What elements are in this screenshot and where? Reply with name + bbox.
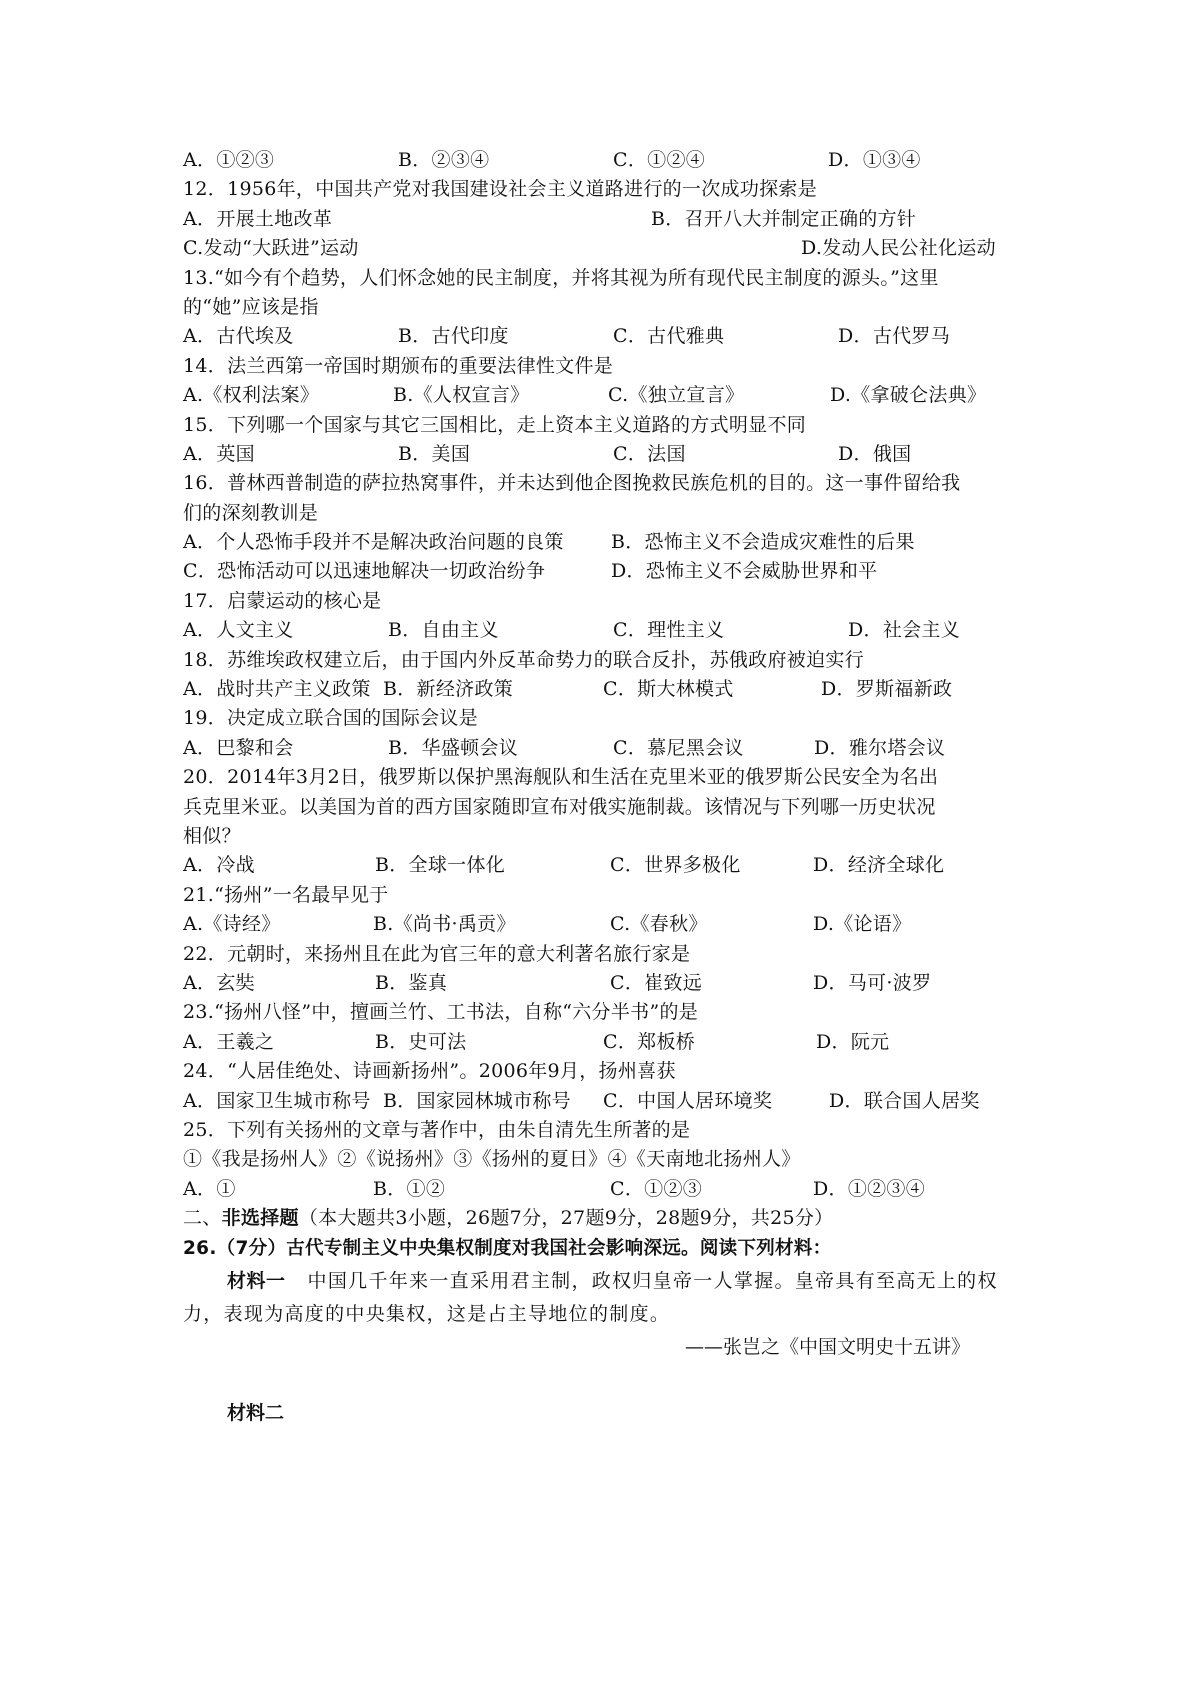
q24-option-a: A．国家卫生城市称号 <box>183 1089 371 1112</box>
q20-stem-line1: 20．2014年3月2日，俄罗斯以保护黑海舰队和生活在克里米亚的俄罗斯公民安全为名出 <box>183 766 939 789</box>
q12-option-d: D.发动人民公社化运动 <box>801 237 996 260</box>
q12-option-a: A．开展土地改革 <box>183 207 333 230</box>
q18-option-c: C．斯大林模式 <box>603 678 734 701</box>
section2-heading <box>183 1204 1030 1233</box>
q11-options <box>183 146 1030 175</box>
q23-option-d: D．阮元 <box>816 1030 890 1053</box>
q17-option-d: D．社会主义 <box>848 619 961 642</box>
q14-option-d: D.《拿破仑法典》 <box>830 384 987 407</box>
q19-option-a: A．巴黎和会 <box>183 736 294 759</box>
q12-stem: 12．1956年，中国共产党对我国建设社会主义道路进行的一次成功探索是 <box>183 178 818 201</box>
q25-options <box>183 1175 1030 1204</box>
q18-options <box>183 675 1030 704</box>
q22-option-d: D．马可·波罗 <box>813 971 932 994</box>
q24-stem: 24．“人居佳绝处、诗画新扬州”。2006年9月，扬州喜获 <box>183 1060 676 1083</box>
q14-option-b: B.《人权宣言》 <box>393 384 530 407</box>
q23-stem: 23.“扬州八怪”中，擅画兰竹、工书法，自称“六分半书”的是 <box>183 1001 699 1024</box>
q16-option-c: C．恐怖活动可以迅速地解决一切政治纷争 <box>183 560 546 583</box>
q21-options <box>183 910 1030 939</box>
q11-option-d: D．①③④ <box>828 149 921 171</box>
q11-option-b: B．②③④ <box>398 149 490 171</box>
q26-heading: 26.（7分）古代专制主义中央集权制度对我国社会影响深远。阅读下列材料： <box>183 1238 832 1260</box>
q22-stem: 22．元朝时，来扬州且在此为官三年的意大利著名旅行家是 <box>183 942 691 965</box>
q19-options <box>183 734 1030 763</box>
q19-option-b: B．华盛顿会议 <box>388 736 519 759</box>
q16-stem-line1: 16．普林西普制造的萨拉热窝事件，并未达到他企图挽救民族危机的目的。这一事件留给我 <box>183 472 961 495</box>
q17-option-c: C．理性主义 <box>613 619 725 642</box>
q15-options <box>183 440 1030 469</box>
q21-option-b: B.《尚书·禹贡》 <box>373 913 516 936</box>
q25-option-b: B．①② <box>373 1177 446 1200</box>
material1-text: 中国几千年来一直采用君主制，政权归皇帝一人掌握。皇帝具有至高无上的权力，表现为高度的中央集权，这是占主导地位的制度。 <box>183 1270 998 1326</box>
q15-stem: 15．下列哪一个国家与其它三国相比，走上资本主义道路的方式明显不同 <box>183 413 807 436</box>
material1-source: ——张岂之《中国文明史十五讲》 <box>684 1336 970 1359</box>
q21-option-c: C.《春秋》 <box>610 913 708 936</box>
q16-options-row1 <box>183 528 1030 557</box>
q17-options <box>183 616 1030 645</box>
q25-option-a: A．① <box>183 1177 236 1200</box>
q21-stem: 21.“扬州”一名最早见于 <box>183 883 389 906</box>
q16-option-a: A．个人恐怖手段并不是解决政治问题的良策 <box>183 531 564 554</box>
q23-option-a: A．王羲之 <box>183 1030 275 1053</box>
q13-option-d: D．古代罗马 <box>838 325 951 348</box>
q18-stem: 18．苏维埃政权建立后，由于国内外反革命势力的联合反扑，苏俄政府被迫实行 <box>183 648 864 671</box>
q18-option-a: A．战时共产主义政策 <box>183 678 371 701</box>
q24-option-c: C．中国人居环境奖 <box>603 1089 773 1112</box>
q18-option-b: B．新经济政策 <box>383 678 514 701</box>
q13-option-c: C．古代雅典 <box>613 325 725 348</box>
q23-option-b: B．史可法 <box>375 1030 467 1053</box>
q14-stem: 14．法兰西第一帝国时期颁布的重要法律性文件是 <box>183 354 614 377</box>
q13-option-b: B．古代印度 <box>398 325 509 348</box>
q25-option-c: C．①②③ <box>610 1177 703 1200</box>
q20-option-c: C．世界多极化 <box>610 854 741 877</box>
q15-option-b: B．美国 <box>398 442 471 465</box>
q11-option-c: C．①②④ <box>613 149 706 171</box>
q20-stem-line2: 兵克里米亚。以美国为首的西方国家随即宣布对俄实施制裁。该情况与下列哪一历史状况 <box>183 795 936 818</box>
q22-option-b: B．鉴真 <box>375 971 448 994</box>
q16-options-row2 <box>183 557 1030 586</box>
q24-options <box>183 1087 1030 1116</box>
q24-option-d: D．联合国人居奖 <box>829 1089 980 1112</box>
q14-option-c: C.《独立宣言》 <box>608 384 745 407</box>
q23-option-c: C．郑板桥 <box>603 1030 696 1053</box>
q17-option-a: A．人文主义 <box>183 619 294 642</box>
q20-option-b: B．全球一体化 <box>375 854 506 877</box>
q14-options <box>183 381 1030 410</box>
material2-label: 材料二 <box>227 1402 285 1425</box>
material1-label: 材料一 <box>227 1270 286 1293</box>
q18-option-d: D．罗斯福新政 <box>821 678 953 701</box>
q16-option-d: D．恐怖主义不会威胁世界和平 <box>611 560 878 583</box>
q13-stem-line1: 13.“如今有个趋势，人们怀念她的民主制度，并将其视为所有现代民主制度的源头。”这里 <box>183 266 939 289</box>
q11-option-a: A．①②③ <box>183 149 275 171</box>
q12-option-c: C.发动“大跃进”运动 <box>183 237 359 260</box>
q20-stem-line3: 相似？ <box>183 824 241 847</box>
q12-options-row2 <box>183 234 1030 263</box>
q24-option-b: B．国家园林城市称号 <box>383 1089 571 1112</box>
q13-stem-line2: 的“她”应该是指 <box>183 295 319 318</box>
q13-options <box>183 322 1030 351</box>
q13-option-a: A．古代埃及 <box>183 325 294 348</box>
section2-label: 二、 <box>183 1207 222 1230</box>
q22-options <box>183 969 1030 998</box>
section2-detail: （本大题共3小题，26题7分，27题9分，28题9分，共25分） <box>298 1207 834 1230</box>
q16-option-b: B．恐怖主义不会造成灾难性的后果 <box>611 531 915 554</box>
q26-material1 <box>183 1265 1030 1331</box>
q21-option-d: D.《论语》 <box>813 913 912 936</box>
q20-options <box>183 851 1030 880</box>
q17-option-b: B．自由主义 <box>388 619 499 642</box>
q23-options <box>183 1028 1030 1057</box>
q15-option-d: D．俄国 <box>838 442 912 465</box>
q15-option-a: A．英国 <box>183 442 255 465</box>
q12-options-row1 <box>183 205 1030 234</box>
q21-option-a: A.《诗经》 <box>183 913 281 936</box>
q20-option-d: D．经济全球化 <box>813 854 945 877</box>
q22-option-a: A．玄奘 <box>183 971 255 994</box>
q20-option-a: A．冷战 <box>183 854 255 877</box>
q14-option-a: A.《权利法案》 <box>183 384 320 407</box>
q17-stem: 17．启蒙运动的核心是 <box>183 589 382 612</box>
section2-title: 非选择题 <box>221 1207 299 1230</box>
q25-works: ①《我是扬州人》②《说扬州》③《扬州的夏日》④《天南地北扬州人》 <box>183 1148 801 1171</box>
q19-option-c: C．慕尼黑会议 <box>613 736 744 759</box>
q25-option-d: D．①②③④ <box>813 1177 926 1200</box>
q22-option-c: C．崔致远 <box>610 971 703 994</box>
q19-stem: 19．决定成立联合国的国际会议是 <box>183 707 478 730</box>
q12-option-b: B．召开八大并制定正确的方针 <box>651 207 917 230</box>
q15-option-c: C．法国 <box>613 442 686 465</box>
q25-stem: 25．下列有关扬州的文章与著作中，由朱自清先生所著的是 <box>183 1118 691 1141</box>
q16-stem-line2: 们的深刻教训是 <box>183 501 319 524</box>
q19-option-d: D．雅尔塔会议 <box>814 736 946 759</box>
